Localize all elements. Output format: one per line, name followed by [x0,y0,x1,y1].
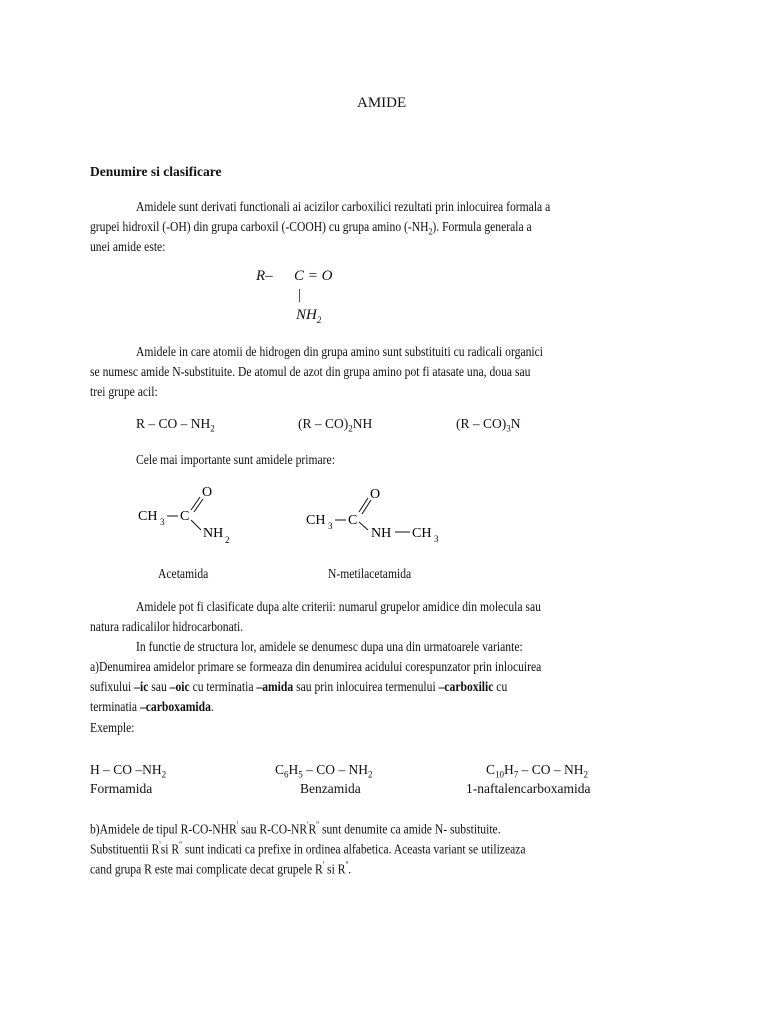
nmetil-c: C [348,513,358,528]
formula-nh2: $NH_2$ [296,307,322,325]
para3-line-1: Amidele pot fi clasificate dupa alte criterii: numarul grupelor amidice din molecula sau [136,599,541,614]
example-name-benzamida: Benzamida [300,781,361,796]
acetamida-structure [130,480,250,552]
para4-line-1: b)Amidele de tipul R-CO-NHR' sau R-CO-NR'R'' sunt denumite ca amide N- substituite. [90,820,501,837]
formula-r: R– [256,268,273,284]
acetamida-ch-sub: 3 [160,517,165,527]
example-formula-formamida: H – CO $-NH_2$ [90,762,167,780]
nmetil-double-bond-b [362,500,371,514]
n-metilacetamida-structure [298,480,448,552]
page-title: AMIDE [357,95,407,111]
para2-line-1: Amidele in care atomii de hidrogen din grupa amino sunt substituiti cu radicali organici [136,344,544,359]
para4-line-2: Substituentii R'si R'' sunt indicati ca prefixe in ordinea alfabetica. Aceasta variant se utilizeaza [90,840,526,857]
para2-line-2: se numesc amide N-substituite. De atomul de azot din grupa amino pot fi atasate una, doua sau [90,364,531,379]
acetamida-nh-sub: 2 [225,535,230,545]
acetamida-double-bond-b [194,499,203,512]
acetamida-nh: NH [203,526,224,541]
section-heading: Denumire si clasificare [90,164,222,179]
para4-line-3: cand grupa R este mai complicate decat grupele R' si R''. [90,860,352,877]
formula-bond: | [298,287,302,303]
nmetil-double-bond-a [359,498,368,512]
acetamida-c: C [180,509,190,524]
nmetil-nh: NH [371,526,392,541]
para3-line-5: sufixului –ic sau –oic cu terminatia –amida sau prin inlocuirea termenului –carboxilic cu [90,679,508,694]
acetamida-bond-c-n [191,520,201,530]
example-formula-naftalen: $C_{10}H_7$ – CO – $NH_2$ [486,762,589,780]
acetamida-double-bond-a [191,497,200,510]
para3-line-4: a)Denumirea amidelor primare se formeaza din denumirea acidului corespunzator prin inlocuirea [90,659,542,674]
para3-line-2: natura radicalilor hidrocarbonati. [90,619,244,634]
para2-line-3: trei grupe acil: [90,384,158,399]
intro-line-1: Amidele sunt derivati functionali ai acizilor carboxilici rezultati prin inlocuirea formala a [136,199,551,214]
para3-line-7: Exemple: [90,720,135,735]
para3-line-3: In functie de structura lor, amidele se denumesc dupa una din urmatoarele variante: [136,639,523,654]
intro-line-3: unei amide este: [90,239,166,254]
acyl-formula-1: R – CO – $NH_2$ [136,416,215,434]
example-formula-benzamida: $C_6H_5$ – CO – $NH_2$ [275,762,373,780]
para3-line-6: terminatia –carboxamida. [90,699,214,714]
primary-amides-intro: Cele mai importante sunt amidele primare: [136,452,335,467]
acetamida-name: Acetamida [158,566,209,581]
nmetil-ch-sub: 3 [328,521,333,531]
acetamida-o: O [202,485,213,500]
nmetil-bond-c-n [359,522,368,530]
example-name-naftalen: 1-naftalencarboxamida [466,781,591,796]
acyl-formula-3: $(R - CO)_3N$ [456,416,521,434]
nmetil-ch3-sub: 3 [434,534,439,544]
nmetil-ch3: CH [412,526,432,541]
nmetil-ch: CH [306,513,326,528]
n-metilacetamida-name: N-metilacetamida [328,566,412,581]
formula-c-double-o: C = O [294,268,333,284]
intro-line-2: grupei hidroxil (-OH) din grupa carboxil (-COOH) cu grupa amino $(-NH_2)$. Formula generala a [90,219,532,237]
example-name-formamida: Formamida [90,781,153,796]
acetamida-ch: CH [138,509,158,524]
acyl-formula-2: $(R - CO)_2NH$ [298,416,373,434]
nmetil-o: O [370,487,381,502]
